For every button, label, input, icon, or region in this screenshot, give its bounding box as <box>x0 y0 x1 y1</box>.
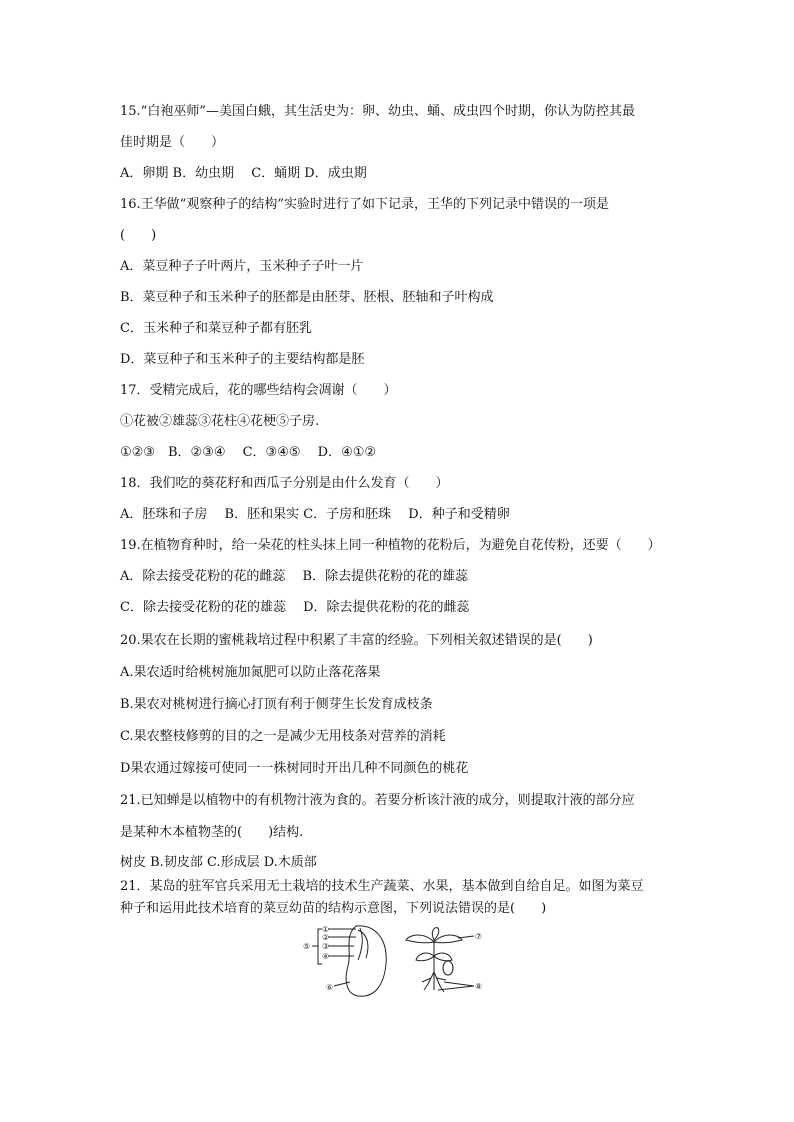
text-line: ①花被②雄蕊③花柱④花梗⑤子房. <box>120 414 320 429</box>
text-line: ①②③ B．②③④ C．③④⑤ D．④①② <box>120 445 377 460</box>
label-7: ⑦ <box>475 932 483 941</box>
text-line: A．卵期 B．幼虫期 C．蛹期 D．成虫期 <box>120 166 367 181</box>
bean-seedling-drawing <box>406 928 474 992</box>
text-line: 18．我们吃的葵花籽和西瓜子分别是由什么发育（ ） <box>120 476 449 491</box>
label-3: ③ <box>322 942 330 951</box>
text-line: C．除去接受花粉的花的雄蕊 D．除去提供花粉的花的雌蕊 <box>120 600 470 615</box>
text-line: 21．某岛的驻军官兵采用无土栽培的技术生产蔬菜、水果，基本做到自给自足。如图为菜豆 <box>120 879 644 894</box>
text-line: C.果农整枝修剪的目的之一是减少无用枝条对营养的消耗 <box>120 729 446 744</box>
text-line: A．胚珠和子房 B．胚和果实 C．子房和胚珠 D．种子和受精卵 <box>120 507 510 522</box>
text-line: 是某种木本植物茎的( )结构. <box>120 825 304 840</box>
text-line: A．菜豆种子子叶两片，玉米种子子叶一片 <box>120 259 364 274</box>
text-line: B.果农对桃树进行摘心打顶有利于侧芽生长发育成枝条 <box>120 697 433 712</box>
label-5: ⑤ <box>303 942 311 951</box>
text-line: B．菜豆种子和玉米种子的胚都是由胚芽、胚根、胚轴和子叶构成 <box>120 290 494 305</box>
label-8: ⑧ <box>475 982 483 991</box>
label-6: ⑥ <box>326 983 334 992</box>
text-line: A．除去接受花粉的花的雌蕊 B．除去提供花粉的花的雄蕊 <box>120 569 469 584</box>
label-4: ④ <box>322 952 330 961</box>
text-line: A.果农适时给桃树施加氮肥可以防止落花落果 <box>120 665 381 680</box>
label-1: ① <box>322 925 330 934</box>
text-line: D果农通过嫁接可使同一一株树同时开出几种不同颜色的桃花 <box>120 761 469 776</box>
seedling-part-labels <box>475 932 482 991</box>
text-line: 20.果农在长期的蜜桃栽培过程中积累了丰富的经验。下列相关叙述错误的是( ) <box>120 633 593 648</box>
text-line: C．玉米种子和菜豆种子都有胚乳 <box>120 321 312 336</box>
text-line: 16.王华做“观察种子的结构”实验时进行了如下记录，王华的下列记录中错误的一项是 <box>120 197 609 212</box>
text-line: D．菜豆种子和玉米种子的主要结构都是胚 <box>120 352 365 367</box>
bean-seed-seedling-diagram <box>298 920 498 1002</box>
text-line: 21.已知蝉是以植物中的有机物汁液为食的。若要分析该汁液的成分，则提取汁液的部分应 <box>120 793 635 808</box>
text-line: 树皮 B.韧皮部 C.形成层 D.木质部 <box>120 855 317 870</box>
text-line: 佳时期是（ ） <box>120 135 225 150</box>
text-line: 15.“白袍巫师”—美国白蛾，其生活史为：卵、幼虫、蛹、成虫四个时期，你认为防控其最 <box>120 104 635 119</box>
text-line: 19.在植物育种时，给一朵花的柱头抹上同一种植物的花粉后，为避免自花传粉，还要（ ） <box>120 538 661 553</box>
text-line: 种子和运用此技术培育的菜豆幼苗的结构示意图，下列说法错误的是( ) <box>120 901 547 916</box>
label-2: ② <box>322 933 330 942</box>
text-line: 17．受精完成后，花的哪些结构会凋谢（ ） <box>120 383 397 398</box>
text-line: ( ) <box>120 228 157 243</box>
